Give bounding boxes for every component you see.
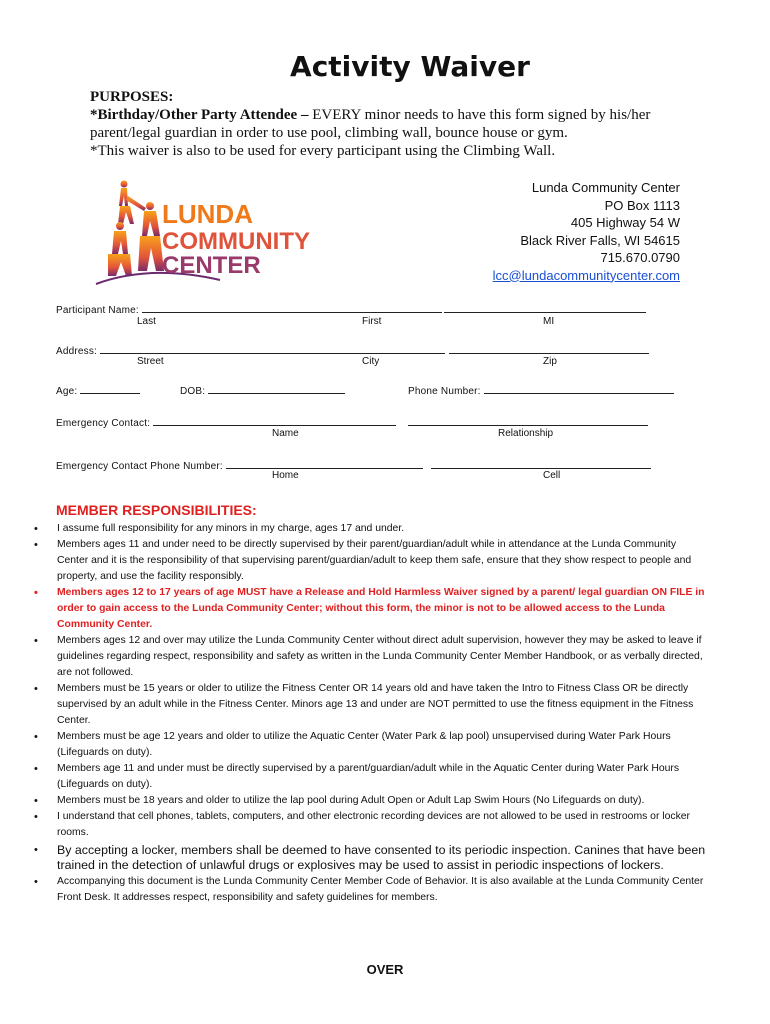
logo-line1: LUNDA	[162, 199, 253, 229]
address-line-1	[100, 342, 445, 354]
bullet: •	[34, 635, 38, 647]
address-name: Lunda Community Center	[531, 180, 680, 195]
bullet: •	[34, 763, 38, 775]
list-item-text: I assume full responsibility for any minors in my charge, ages 17 and under.	[57, 523, 405, 534]
bullet: •	[34, 523, 38, 535]
phone-line	[484, 382, 674, 394]
list-item-text: Members age 11 and under must be directly supervised by a parent/guardian/adult while in the Aquatic Center during Water Park Hours (Lifeguards on duty).	[57, 763, 680, 790]
label-home: Home	[272, 470, 299, 481]
list-item-text: By accepting a locker, members shall be deemed to have consented to its periodic inspection. Canines that have been trained in the detection of unlawful drugs or explosives may be used to assist in periodic inspections of lockers.	[57, 843, 706, 872]
label-street: Street	[137, 356, 164, 367]
address-phone: 715.670.0790	[600, 250, 680, 265]
participant-name-label: Participant Name:	[56, 305, 139, 316]
emergency-line-1	[153, 414, 396, 426]
address-field[interactable]	[56, 342, 649, 357]
label-last: Last	[137, 316, 156, 327]
bullet: •	[34, 683, 38, 695]
list-item	[30, 681, 710, 729]
purposes-heading: PURPOSES:	[90, 89, 174, 105]
address-city: Black River Falls, WI 54615	[520, 232, 680, 248]
list-item-text: I understand that cell phones, tablets, computers, and other electronic recording devices are not allowed to be used in restrooms or locker rooms.	[57, 811, 691, 838]
phone-field[interactable]	[408, 382, 674, 397]
bullet: •	[34, 587, 38, 599]
label-cell: Cell	[543, 470, 561, 481]
label-zip: Zip	[543, 356, 557, 367]
list-item	[30, 537, 710, 585]
address-label: Address:	[56, 346, 98, 357]
responsibilities-heading: MEMBER RESPONSIBILITIES:	[56, 502, 257, 518]
bullet: •	[34, 539, 38, 551]
address-street: 405 Highway 54 W	[570, 215, 680, 230]
list-item	[30, 843, 710, 873]
list-item	[30, 793, 710, 809]
address-po: PO Box 1113	[604, 197, 680, 213]
list-item	[30, 729, 710, 761]
over-footer: OVER	[366, 962, 404, 977]
emergency-contact-field[interactable]	[56, 414, 648, 429]
emergency-phone-line-1	[226, 457, 423, 469]
label-name: Name	[272, 428, 299, 439]
dob-line	[208, 382, 345, 394]
label-mi: MI	[543, 316, 555, 327]
purposes-line1-bold: *Birthday/Other Party Attendee –	[90, 107, 309, 123]
purposes-line2: *This waiver is also to be used for every participant using the Climbing Wall.	[90, 143, 556, 159]
age-line	[80, 382, 140, 394]
participant-line-1	[142, 301, 442, 313]
logo-line2: COMMUNITY	[162, 228, 310, 255]
address-block	[493, 179, 680, 284]
age-field[interactable]	[56, 382, 140, 397]
bullet: •	[34, 795, 38, 807]
climbers-icon	[90, 176, 320, 291]
purposes-line1-rest: EVERY minor needs to have this form signed by his/her parent/legal guardian in order to use pool, climbing wall, bounce house or gym.	[90, 107, 651, 141]
age-label: Age:	[56, 386, 78, 397]
participant-line-2	[444, 301, 646, 313]
label-relationship: Relationship	[498, 428, 554, 439]
page-title: Activity Waiver	[290, 50, 530, 83]
emergency-label: Emergency Contact:	[56, 418, 151, 429]
list-item	[30, 874, 710, 906]
list-item	[30, 521, 710, 537]
bullet: •	[34, 731, 38, 743]
emergency-phone-line-2	[431, 457, 651, 469]
list-item-text: Members ages 11 and under need to be directly supervised by their parent/guardian/adult while in attendance at the Lunda Community Center and it is the responsibility of that supervising parent/guardian/adult to keep them safe, ensure that they show respect to people and property, and use the facility responsibly.	[57, 539, 692, 582]
dob-label: DOB:	[180, 386, 206, 397]
participant-name-field[interactable]	[56, 301, 646, 316]
list-item-text: Members must be age 12 years and older to utilize the Aquatic Center (Water Park & lap pool) unsupervised during Water Park Hours (Lifeguards on duty).	[57, 731, 671, 758]
list-item-text: Members ages 12 to 17 years of age MUST have a Release and Hold Harmless Waiver signed by a parent/ legal guardian ON FILE in order to gain access to the Lunda Community Center; without this form, the minor is not to be allowed access to the Lunda Community Center.	[57, 587, 705, 630]
lunda-logo	[90, 176, 320, 296]
responsibilities-list	[30, 521, 710, 906]
list-item-text: Accompanying this document is the Lunda Community Center Member Code of Behavior. It is also available at the Lunda Community Center Front Desk. It addresses respect, responsibility and safety guidelines for members.	[57, 876, 704, 903]
list-item	[30, 761, 710, 793]
label-first: First	[362, 316, 382, 327]
bullet: •	[34, 844, 38, 856]
list-item	[30, 585, 710, 633]
purposes-line1	[90, 106, 710, 142]
list-item	[30, 633, 710, 681]
emergency-line-2	[408, 414, 648, 426]
list-item-text: Members must be 18 years and older to utilize the lap pool during Adult Open or Adult Lap Swim Hours (No Lifeguards on duty).	[57, 795, 645, 806]
bullet: •	[34, 876, 38, 888]
email-link[interactable]: lcc@lundacommunitycenter.com	[492, 267, 680, 283]
phone-label: Phone Number:	[408, 386, 481, 397]
dob-field[interactable]	[180, 382, 345, 397]
list-item-text: Members must be 15 years or older to utilize the Fitness Center OR 14 years old and have taken the Intro to Fitness Class OR be directly supervised by an adult while in the Fitness Center. Minors age 13 and under are NOT permitted to use the fitness equipment in the Fitness Center.	[57, 683, 694, 726]
emergency-phone-label: Emergency Contact Phone Number:	[56, 461, 223, 472]
list-item-text: Members ages 12 and over may utilize the Lunda Community Center without direct adult supervision, however they may be asked to leave if guidelines regarding respect, responsibility and safety as written in the Lunda Community Center Member Handbook, or as verbally directed, are not followed.	[57, 635, 703, 678]
address-line-2	[449, 342, 649, 354]
logo-line3: CENTER	[162, 252, 261, 279]
bullet: •	[34, 811, 38, 823]
purposes-block	[90, 88, 710, 160]
label-city: City	[362, 356, 380, 367]
list-item	[30, 809, 710, 841]
emergency-phone-field[interactable]	[56, 457, 651, 472]
